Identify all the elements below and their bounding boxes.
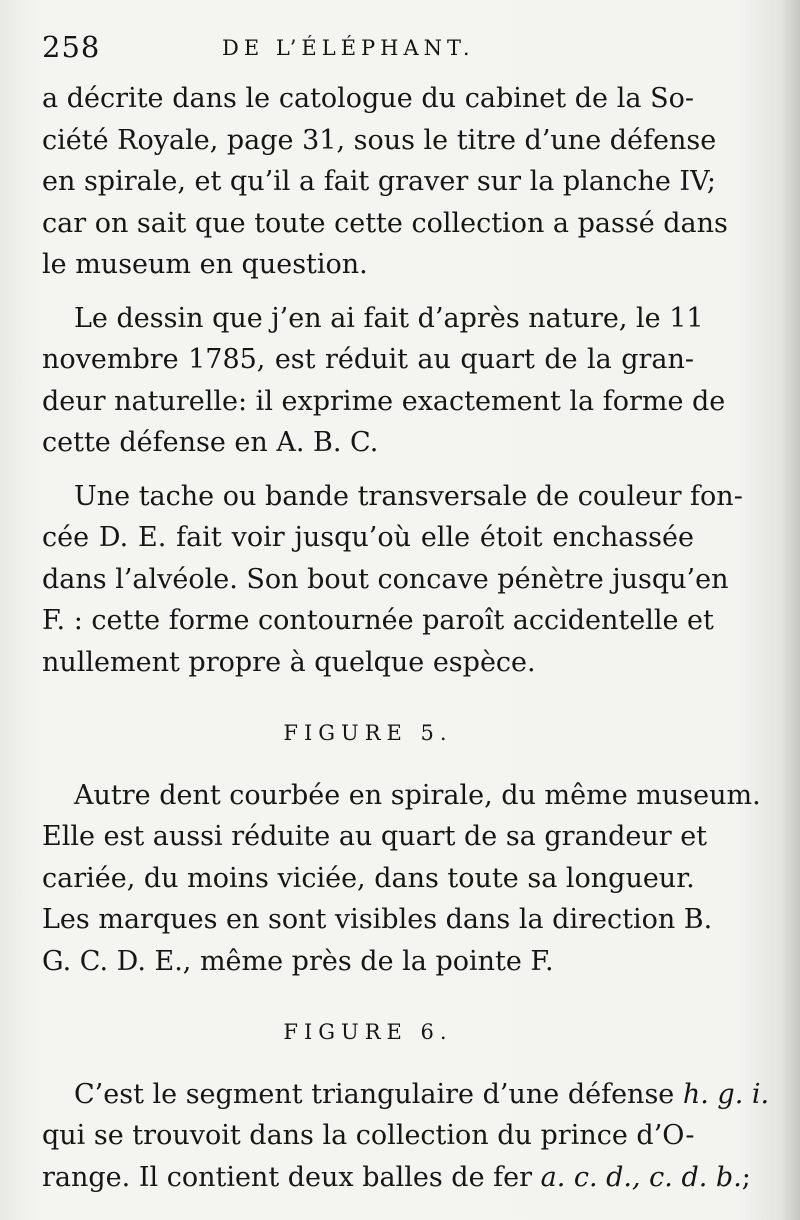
text-line: Les marques en sont visibles dans la direction B. xyxy=(42,904,713,935)
text-line: car on sait que toute cette collection a passé dans xyxy=(42,207,728,239)
text-line: nullement propre à quelque espèce. xyxy=(42,646,536,678)
text-line: Autre dent courbée en spirale, du même museum. xyxy=(74,779,761,811)
paragraph-continuation xyxy=(42,78,728,286)
text-line: Elle est aussi réduite au quart de sa grandeur et xyxy=(42,821,708,852)
text-line: G. C. D. E., même près de la pointe F. xyxy=(42,945,554,977)
figure-heading-6: FIGURE 6. xyxy=(283,1020,453,1044)
paragraph-figure-5 xyxy=(42,775,761,983)
italic-letters: a. c. d., c. d. b. xyxy=(540,1161,742,1193)
text-line: cette défense en A. B. C. xyxy=(42,427,379,458)
text-run: ; xyxy=(741,1161,751,1193)
text-line: le museum en question. xyxy=(42,249,368,280)
text-line: dans l’alvéole. Son bout concave pénètre jusqu’en xyxy=(42,563,729,595)
text-line: novembre 1785, est réduit au quart de la gran- xyxy=(42,344,694,375)
italic-letters: h. g. i. xyxy=(682,1078,770,1110)
text-line xyxy=(42,1074,770,1116)
paragraph-figure-6 xyxy=(42,1074,770,1199)
running-title: DE L’ÉLÉPHANT. xyxy=(222,36,475,60)
text-line: Le dessin que j’en ai fait d’après nature, le 11 xyxy=(74,302,704,334)
text-run: C’est le segment triangulaire d’une défense xyxy=(74,1078,683,1110)
text-run: range. Il contient deux balles de fer xyxy=(42,1161,541,1193)
page-number: 258 xyxy=(42,30,101,64)
text-line: cée D. E. fait voir jusqu’où elle étoit enchassée xyxy=(42,522,694,553)
text-line: en spirale, et qu’il a fait graver sur la planche IV; xyxy=(42,166,716,197)
text-line: qui se trouvoit dans la collection du prince d’O- xyxy=(42,1120,695,1151)
text-line: Une tache ou bande transversale de couleur fon- xyxy=(74,480,743,512)
paragraph-dessin xyxy=(42,298,726,464)
text-line: F. : cette forme contournée paroît accidentelle et xyxy=(42,605,714,636)
page-gutter-shadow xyxy=(780,0,800,1220)
text-line xyxy=(42,1157,751,1199)
figure-heading-5: FIGURE 5. xyxy=(283,721,453,745)
text-line: a décrite dans le catologue du cabinet de la So- xyxy=(42,83,694,114)
text-line: ciété Royale, page 31, sous le titre d’une défense xyxy=(42,124,717,156)
running-head xyxy=(42,30,742,70)
paragraph-tache xyxy=(42,476,743,684)
text-line: cariée, du moins viciée, dans toute sa longueur. xyxy=(42,862,695,894)
text-line: deur naturelle: il exprime exactement la forme de xyxy=(42,385,726,417)
body-text xyxy=(42,78,770,1198)
